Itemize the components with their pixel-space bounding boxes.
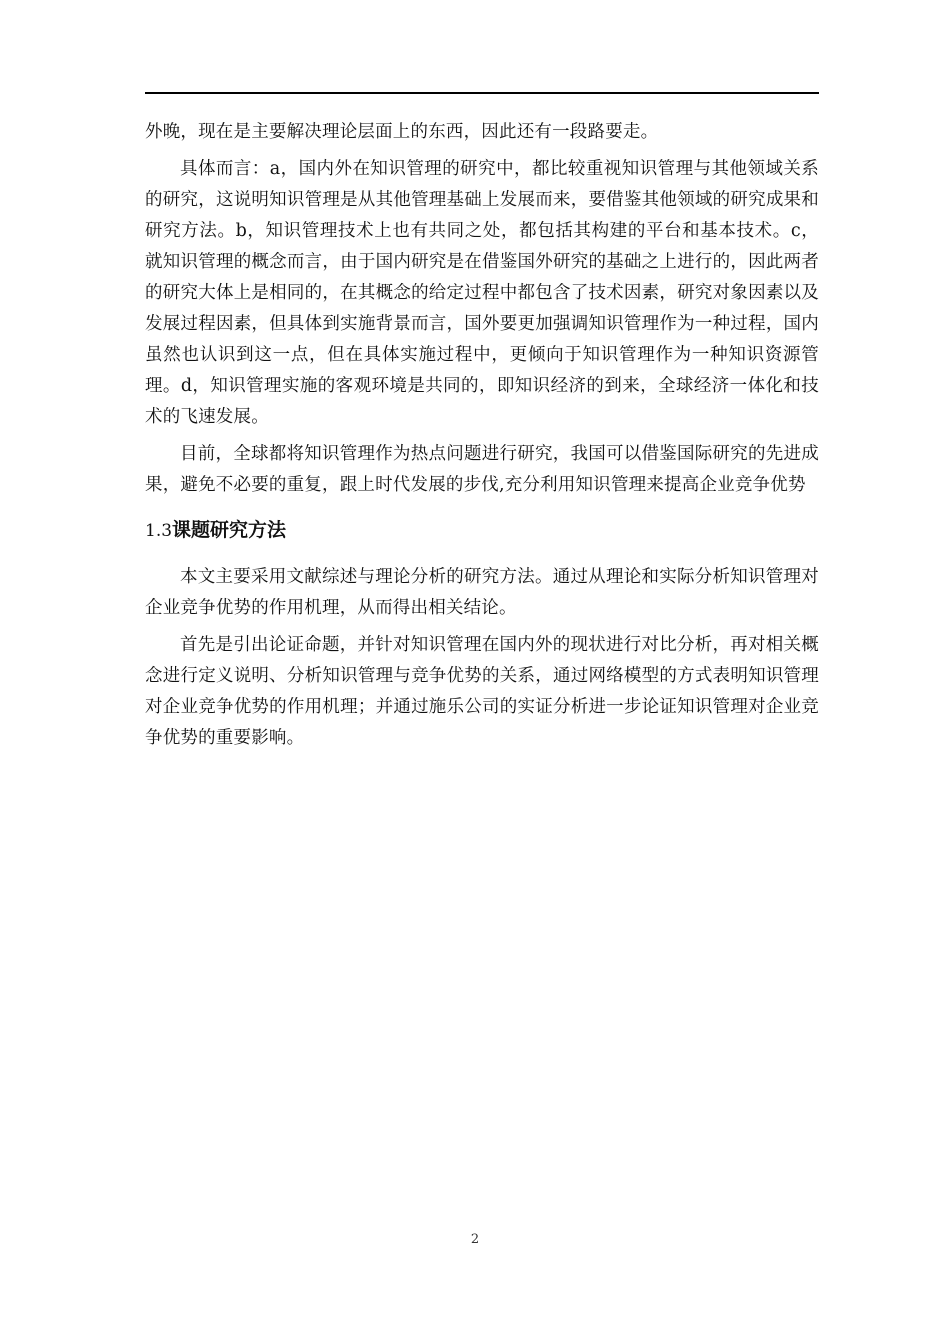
paragraph-method: 本文主要采用文献综述与理论分析的研究方法。通过从理论和实际分析知识管理对企业竞争优势的作用机理，从而得出相关结论。 (145, 567, 819, 618)
paragraph-structure: 首先是引出论证命题，并针对知识管理在国内外的现状进行对比分析，再对相关概念进行定义说明、分析知识管理与竞争优势的关系，通过网络模型的方式表明知识管理对企业竞争优势的作用机理；并通过施乐公司的实证分析进一步论证知识管理对企业竞争优势的重要影响。 (145, 635, 819, 748)
header-rule (145, 92, 819, 94)
document-body (145, 117, 819, 754)
paragraph-continuation: 外晚，现在是主要解决理论层面上的东西，因此还有一段路要走。 (145, 122, 659, 142)
paragraph-current-status: 目前，全球都将知识管理作为热点问题进行研究，我国可以借鉴国际研究的先进成果，避免不必要的重复，跟上时代发展的步伐,充分利用知识管理来提高企业竞争优势 (145, 444, 819, 495)
page-number: 2 (470, 1232, 480, 1247)
section-heading (145, 515, 819, 546)
section-title: 课题研究方法 (172, 519, 287, 541)
section-number: 1.3 (145, 521, 173, 541)
paragraph-comparison: 具体而言：a，国内外在知识管理的研究中，都比较重视知识管理与其他领域关系的研究，这说明知识管理是从其他管理基础上发展而来，要借鉴其他领域的研究成果和研究方法。b，知识管理技术上也有共同之处，都包括其构建的平台和基本技术。c，就知识管理的概念而言，由于国内研究是在借鉴国外研究的基础之上进行的，因此两者的研究大体上是相同的，在其概念的给定过程中都包含了技术因素，研究对象因素以及发展过程因素，但具体到实施背景而言，国外要更加强调知识管理作为一种过程，国内虽然也认识到这一点，但在具体实施过程中，更倾向于知识管理作为一种知识资源管理。d，知识管理实施的客观环境是共同的，即知识经济的到来，全球经济一体化和技术的飞速发展。 (145, 159, 819, 427)
